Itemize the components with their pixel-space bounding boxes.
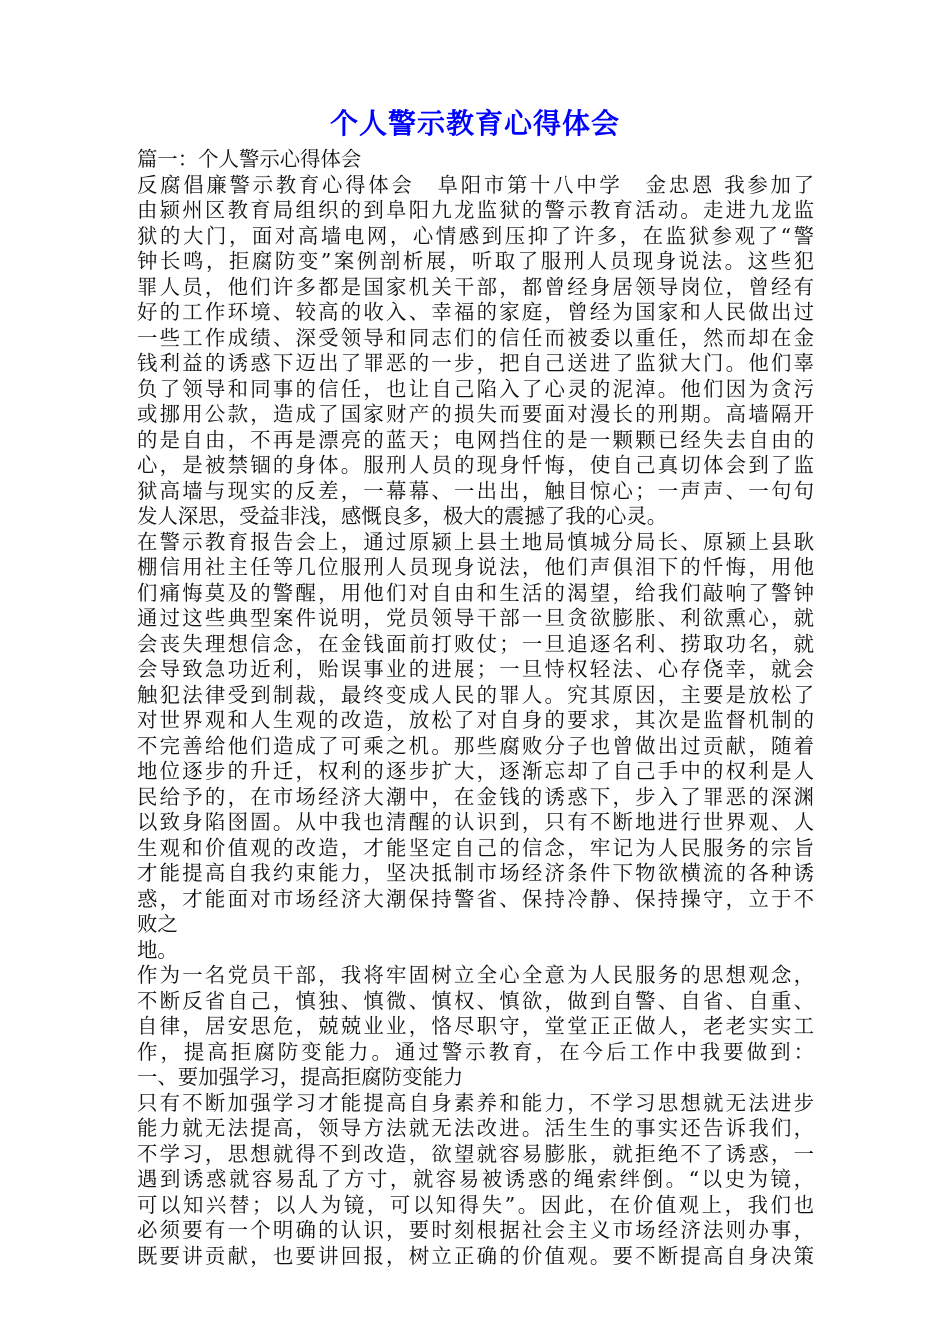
text-line: 触犯法律受到制裁，最终变成人民的罪人。究其原因，主要是放松了 xyxy=(137,682,814,707)
text-line: 遇到诱惑就容易乱了方寸，就容易被诱惑的绳索绊倒。“以史为镜， xyxy=(137,1167,814,1191)
text-line: 会丧失理想信念，在金钱面前打败仗；一旦追逐名利、捞取功名，就 xyxy=(137,631,814,656)
text-line: 篇一：个人警示心得体会 xyxy=(137,147,362,171)
text-line: 的是自由，不再是漂亮的蓝天；电网挡住的是一颗颗已经失去自由的 xyxy=(137,427,814,452)
text-line: 狱的大门，面对高墙电网，心情感到压抑了许多，在监狱参观了“警 xyxy=(137,223,814,248)
text-line: 作，提高拒腐防变能力。通过警示教育，在今后工作中我要做到： xyxy=(137,1039,814,1064)
text-line: 会导致急功近利，贻误事业的进展；一旦恃权轻法、心存侥幸，就会 xyxy=(137,657,814,681)
text-line: 罪人员，他们许多都是国家机关干部，都曾经身居领导岗位，曾经有 xyxy=(137,274,814,299)
text-line: 既要讲贡献，也要讲回报，树立正确的价值观。要不断提高自身决策 xyxy=(137,1243,814,1268)
text-line: 地位逐步的升迁，权利的逐步扩大，逐渐忘却了自己手中的权利是人 xyxy=(137,759,814,783)
text-line: 们痛悔莫及的警醒，用他们对自由和生活的渴望，给我们敲响了警钟 xyxy=(137,580,814,605)
text-line: 对世界观和人生观的改造，放松了对自身的要求，其次是监督机制的 xyxy=(137,708,814,732)
text-line: 生观和价值观的改造，才能坚定自己的信念，牢记为人民服务的宗旨 xyxy=(137,835,814,860)
text-line: 自律，居安思危，兢兢业业，恪尽职守，堂堂正正做人，老老实实工 xyxy=(137,1014,814,1038)
text-line: 通过这些典型案件说明，党员领导干部一旦贪欲膨胀、利欲熏心，就 xyxy=(137,606,814,630)
text-line: 才能提高自我约束能力，坚决抵制市场经济条件下物欲横流的各种诱 xyxy=(137,861,814,885)
text-line: 一些工作成绩、深受领导和同志们的信任而被委以重任，然而却在金 xyxy=(137,325,814,350)
text-line: 只有不断加强学习才能提高自身素养和能力，不学习思想就无法进步 xyxy=(137,1090,814,1115)
text-line: 好的工作环境、较高的收入、幸福的家庭，曾经为国家和人民做出过 xyxy=(137,300,814,324)
text-line: 败之 xyxy=(137,912,178,936)
text-line: 在警示教育报告会上，通过原颍上县土地局慎城分局长、原颍上县耿 xyxy=(137,529,814,554)
text-line: 可以知兴替；以人为镜，可以知得失”。因此，在价值观上，我们也 xyxy=(137,1192,814,1217)
text-line: 钱利益的诱惑下迈出了罪恶的一步，把自己送进了监狱大门。他们辜 xyxy=(137,351,814,375)
text-line: 反腐倡廉警示教育心得体会 阜阳市第十八中学 金忠恩 我参加了 xyxy=(137,172,814,197)
text-line: 狱高墙与现实的反差，一幕幕、一出出，触目惊心；一声声、一句句 xyxy=(137,478,814,503)
text-line: 不完善给他们造成了可乘之机。那些腐败分子也曾做出过贡献，随着 xyxy=(137,733,814,758)
text-line: 不断反省自己，慎独、慎微、慎权、慎欲，做到自警、自省、自重、 xyxy=(137,988,814,1013)
text-line: 钟长鸣，拒腐防变”案例剖析展，听取了服刑人员现身说法。这些犯 xyxy=(137,249,814,273)
text-line: 棚信用社主任等几位服刑人员现身说法，他们声俱泪下的忏悔，用他 xyxy=(137,555,814,579)
text-line: 作为一名党员干部，我将牢固树立全心全意为人民服务的思想观念， xyxy=(137,963,814,987)
document-body xyxy=(137,147,814,1269)
text-line: 能力就无法提高，领导方法就无法改进。活生生的事实还告诉我们， xyxy=(137,1116,814,1140)
text-line: 必须要有一个明确的认识，要时刻根据社会主义市场经济法则办事， xyxy=(137,1218,814,1242)
text-line: 发人深思，受益非浅，感慨良多，极大的震撼了我的心灵。 xyxy=(137,504,668,528)
text-line: 由颍州区教育局组织的到阜阳九龙监狱的警示教育活动。走进九龙监 xyxy=(137,198,814,222)
text-line: 或挪用公款，造成了国家财产的损失而要面对漫长的刑期。高墙隔开 xyxy=(137,402,814,426)
text-line: 一、要加强学习，提高拒腐防变能力 xyxy=(137,1065,464,1089)
text-line: 负了领导和同事的信任，也让自己陷入了心灵的泥淖。他们因为贪污 xyxy=(137,376,814,401)
text-line: 心，是被禁锢的身体。服刑人员的现身忏悔，使自己真切体会到了监 xyxy=(137,453,814,477)
text-line: 地。 xyxy=(137,937,178,962)
text-line: 民给予的，在市场经济大潮中，在金钱的诱惑下，步入了罪恶的深渊 xyxy=(137,784,814,809)
text-line: 不学习，思想就得不到改造，欲望就容易膨胀，就拒绝不了诱惑，一 xyxy=(137,1141,814,1166)
text-line: 以致身陷囹圄。从中我也清醒的认识到，只有不断地进行世界观、人 xyxy=(137,810,814,834)
document-title: 个人警示教育心得体会 xyxy=(329,107,620,140)
text-line: 惑，才能面对市场经济大潮保持警省、保持冷静、保持操守，立于不 xyxy=(137,886,814,911)
